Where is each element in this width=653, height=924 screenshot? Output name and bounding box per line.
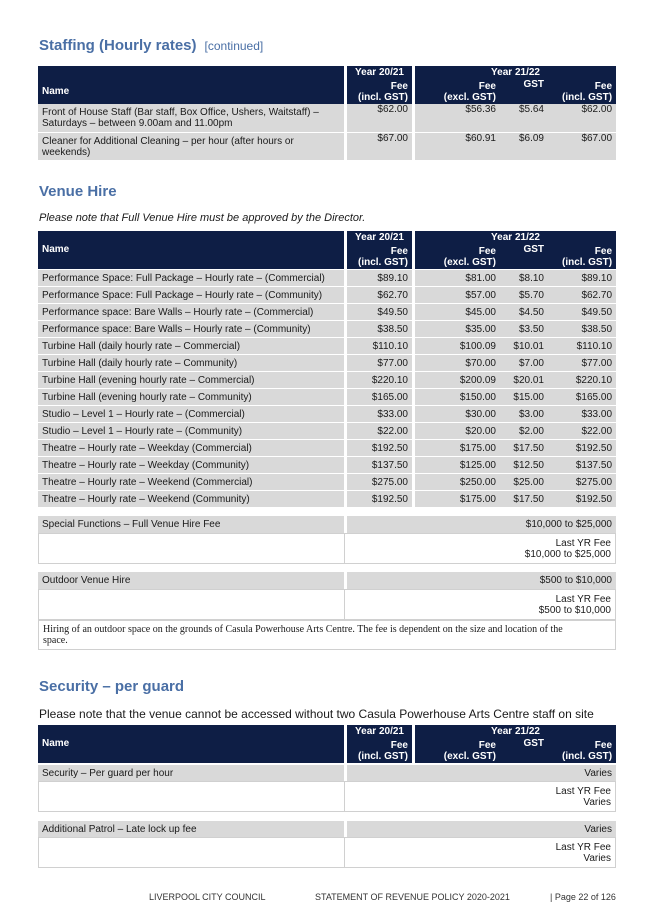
cell-incl: $49.50 xyxy=(548,303,616,320)
table-row: Front of House Staff (Bar staff, Box Office, Ushers, Waitstaff) – Saturdays – between 9.00am and 11.00pm $62.00 $56.36 $5.64 $62.00 xyxy=(38,104,616,132)
cell-excl: $57.00 xyxy=(412,286,500,303)
name-header: Name xyxy=(38,244,344,269)
cell-gst: $12.50 xyxy=(500,456,548,473)
security-row-1 xyxy=(38,765,616,812)
venue-hire-note: Please note that Full Venue Hire must be approved by the Director. xyxy=(39,212,366,224)
cell-name: Performance space: Bare Walls – Hourly rate – (Community) xyxy=(38,320,344,337)
continued-label: [continued] xyxy=(204,39,264,53)
table-row xyxy=(38,456,616,473)
footer-council: LIVERPOOL CITY COUNCIL xyxy=(149,892,266,902)
cell-incl: $165.00 xyxy=(548,388,616,405)
cell-excl: $45.00 xyxy=(412,303,500,320)
cell-fee2021: $192.50 xyxy=(344,490,412,507)
cell-gst: $25.00 xyxy=(500,473,548,490)
outdoor-description: Hiring of an outdoor space on the grounds of Casula Powerhouse Arts Centre. The fee is dependent on the size and location of the space. xyxy=(43,624,563,646)
fee-excl-header: Fee (excl. GST) xyxy=(412,244,500,269)
gst-header: GST xyxy=(500,244,548,269)
fee-incl-header: Fee (incl. GST) xyxy=(344,244,412,269)
cell-gst: $17.50 xyxy=(500,490,548,507)
cell-excl: $20.00 xyxy=(412,422,500,439)
cell-fee2021: $89.10 xyxy=(344,269,412,286)
cell-fee2021: $49.50 xyxy=(344,303,412,320)
cell-incl: $110.10 xyxy=(548,337,616,354)
cell-fee2021: $22.00 xyxy=(344,422,412,439)
cell-name: Performance Space: Full Package – Hourly rate – (Commercial) xyxy=(38,269,344,286)
table-row xyxy=(38,303,616,320)
cell-gst: $3.50 xyxy=(500,320,548,337)
table-row: Additional Patrol – Late lock up fee Varies xyxy=(38,821,616,837)
cell-incl: $38.50 xyxy=(548,320,616,337)
cell-incl: $275.00 xyxy=(548,473,616,490)
table-row xyxy=(38,354,616,371)
gst-header: GST xyxy=(500,738,548,763)
last-year-row: Last YR Fee Varies xyxy=(38,781,616,812)
last-year-row: Last YR Fee Varies xyxy=(38,837,616,868)
staffing-table xyxy=(38,66,616,160)
year-prev-header: Year 20/21 xyxy=(344,66,412,79)
cell-name: Turbine Hall (evening hourly rate – Commercial) xyxy=(38,371,344,388)
cell-excl: $150.00 xyxy=(412,388,500,405)
table-row xyxy=(38,473,616,490)
cell-name: Theatre – Hourly rate – Weekday (Commercial) xyxy=(38,439,344,456)
table-row: Security – Per guard per hour Varies xyxy=(38,765,616,781)
table-row xyxy=(38,405,616,422)
cell-name: Turbine Hall (daily hourly rate – Community) xyxy=(38,354,344,371)
cell-name: Studio – Level 1 – Hourly rate – (Commercial) xyxy=(38,405,344,422)
cell-incl: $137.50 xyxy=(548,456,616,473)
cell-excl: $100.09 xyxy=(412,337,500,354)
outdoor-hire-table xyxy=(38,572,616,650)
cell-gst: $15.00 xyxy=(500,388,548,405)
year-curr-header: Year 21/22 xyxy=(412,66,616,79)
cell-gst: $4.50 xyxy=(500,303,548,320)
fee-incl-header: Fee (incl. GST) xyxy=(548,738,616,763)
cell-incl: $192.50 xyxy=(548,490,616,507)
cell-incl: $89.10 xyxy=(548,269,616,286)
table-row xyxy=(38,439,616,456)
cell-excl: $200.09 xyxy=(412,371,500,388)
cell-excl: $81.00 xyxy=(412,269,500,286)
cell-excl: $35.00 xyxy=(412,320,500,337)
cell-name: Theatre – Hourly rate – Weekend (Community) xyxy=(38,490,344,507)
cell-name: Turbine Hall (evening hourly rate – Community) xyxy=(38,388,344,405)
cell-name: Performance Space: Full Package – Hourly rate – (Community) xyxy=(38,286,344,303)
cell-excl: $30.00 xyxy=(412,405,500,422)
year-curr-header: Year 21/22 xyxy=(412,725,616,738)
cell-gst: $3.00 xyxy=(500,405,548,422)
name-header: Name xyxy=(38,738,344,763)
cell-gst: $7.00 xyxy=(500,354,548,371)
cell-gst: $5.70 xyxy=(500,286,548,303)
cell-incl: $77.00 xyxy=(548,354,616,371)
table-row: Cleaner for Additional Cleaning – per hour (after hours or weekends) $67.00 $60.91 $6.09 $67.00 xyxy=(38,132,616,160)
security-row-2 xyxy=(38,821,616,868)
cell-gst: $17.50 xyxy=(500,439,548,456)
cell-excl: $175.00 xyxy=(412,490,500,507)
cell-name: Theatre – Hourly rate – Weekday (Community) xyxy=(38,456,344,473)
cell-incl: $62.70 xyxy=(548,286,616,303)
cell-name: Turbine Hall (daily hourly rate – Commercial) xyxy=(38,337,344,354)
table-row xyxy=(38,490,616,507)
fee-incl-header: Fee (incl. GST) xyxy=(344,79,412,104)
cell-gst: $20.01 xyxy=(500,371,548,388)
outdoor-description-row xyxy=(38,620,616,650)
staffing-title: Staffing (Hourly rates) [continued] xyxy=(39,37,264,54)
cell-excl: $250.00 xyxy=(412,473,500,490)
cell-name: Theatre – Hourly rate – Weekend (Commercial) xyxy=(38,473,344,490)
fee-incl-header: Fee (incl. GST) xyxy=(548,79,616,104)
table-row xyxy=(38,269,616,286)
cell-fee2021: $38.50 xyxy=(344,320,412,337)
table-row xyxy=(38,337,616,354)
cell-fee2021: $77.00 xyxy=(344,354,412,371)
cell-name: Performance space: Bare Walls – Hourly rate – (Commercial) xyxy=(38,303,344,320)
fee-excl-header: Fee (excl. GST) xyxy=(412,79,500,104)
cell-incl: $22.00 xyxy=(548,422,616,439)
fee-incl-header: Fee (incl. GST) xyxy=(548,244,616,269)
last-year-row: Last YR Fee $500 to $10,000 xyxy=(38,589,616,620)
name-header: Name xyxy=(38,79,344,104)
gst-header: GST xyxy=(500,79,548,104)
footer-page-number: | Page 22 of 126 xyxy=(550,892,616,902)
cell-gst: $2.00 xyxy=(500,422,548,439)
cell-fee2021: $110.10 xyxy=(344,337,412,354)
security-note: Please note that the venue cannot be accessed without two Casula Powerhouse Arts Centre staff on site xyxy=(39,707,594,721)
table-row: Special Functions – Full Venue Hire Fee $10,000 to $25,000 xyxy=(38,516,616,533)
table-row xyxy=(38,388,616,405)
fee-incl-header: Fee (incl. GST) xyxy=(344,738,412,763)
cell-name: Studio – Level 1 – Hourly rate – (Community) xyxy=(38,422,344,439)
cell-incl: $33.00 xyxy=(548,405,616,422)
year-prev-header: Year 20/21 xyxy=(344,725,412,738)
last-year-row: Last YR Fee $10,000 to $25,000 xyxy=(38,533,616,564)
cell-fee2021: $275.00 xyxy=(344,473,412,490)
year-prev-header: Year 20/21 xyxy=(344,231,412,244)
cell-fee2021: $192.50 xyxy=(344,439,412,456)
cell-fee2021: $137.50 xyxy=(344,456,412,473)
security-title: Security – per guard xyxy=(39,678,185,695)
cell-incl: $220.10 xyxy=(548,371,616,388)
special-functions-table xyxy=(38,516,616,564)
fee-excl-header: Fee (excl. GST) xyxy=(412,738,500,763)
footer-statement: STATEMENT OF REVENUE POLICY 2020-2021 xyxy=(315,892,510,902)
table-row: Outdoor Venue Hire $500 to $10,000 xyxy=(38,572,616,589)
table-row xyxy=(38,286,616,303)
table-row xyxy=(38,320,616,337)
cell-fee2021: $165.00 xyxy=(344,388,412,405)
cell-excl: $70.00 xyxy=(412,354,500,371)
cell-gst: $8.10 xyxy=(500,269,548,286)
security-table xyxy=(38,725,616,763)
venue-hire-table xyxy=(38,231,616,507)
table-row xyxy=(38,371,616,388)
cell-fee2021: $220.10 xyxy=(344,371,412,388)
year-curr-header: Year 21/22 xyxy=(412,231,616,244)
cell-incl: $192.50 xyxy=(548,439,616,456)
cell-excl: $125.00 xyxy=(412,456,500,473)
venue-hire-title: Venue Hire xyxy=(39,183,117,200)
table-row xyxy=(38,422,616,439)
cell-fee2021: $33.00 xyxy=(344,405,412,422)
cell-gst: $10.01 xyxy=(500,337,548,354)
cell-excl: $175.00 xyxy=(412,439,500,456)
cell-fee2021: $62.70 xyxy=(344,286,412,303)
